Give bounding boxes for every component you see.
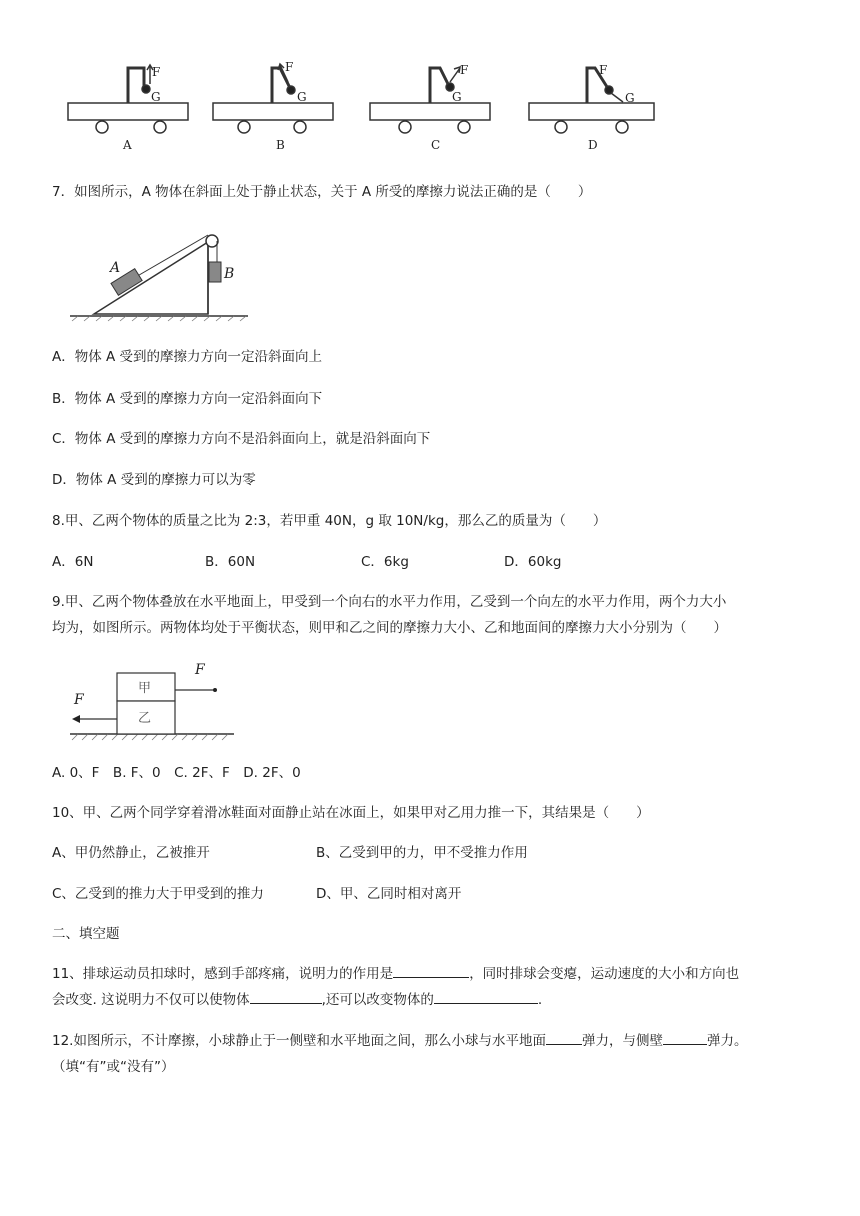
q9-options: A. 0、F B. F、0 C. 2F、F D. 2F、0 xyxy=(52,765,301,781)
q9-stem-line1: 9.甲、乙两个物体叠放在水平地面上，甲受到一个向右的水平力作用，乙受到一个向左的水平力作用，两个力大小 xyxy=(52,594,727,610)
section-heading-fill-in: 二、填空题 xyxy=(52,926,120,942)
q8-options xyxy=(52,551,561,573)
q12-text-1: 12.如图所示，不计摩擦，小球静止于一侧壁和水平地面之间，那么小球与水平地面 xyxy=(52,1033,546,1049)
incline-diagram xyxy=(66,226,251,326)
cart-caption-d: D xyxy=(588,138,598,152)
q7-option-b: B．物体 A 受到的摩擦力方向一定沿斜面向下 xyxy=(52,391,323,407)
force-label-a: F xyxy=(152,65,161,79)
carts-diagram xyxy=(62,56,512,156)
q10-option-b: B、乙受到甲的力，甲不受推力作用 xyxy=(316,845,528,861)
q11-line2 xyxy=(52,989,542,1011)
q12-text-3: 弹力。 xyxy=(706,1033,748,1049)
q11-blank-1[interactable] xyxy=(393,963,469,978)
force-label-b: F xyxy=(285,60,294,74)
cart-d-diagram xyxy=(525,56,665,156)
q7-option-d: D．物体 A 受到的摩擦力可以为零 xyxy=(52,472,256,488)
q12-blank-2[interactable] xyxy=(663,1030,707,1045)
q10-options-row2 xyxy=(52,883,461,905)
q9-stem-line2: 均为，如图所示。两物体均处于平衡状态，则甲和乙之间的摩擦力大小、乙和地面间的摩擦力大小分别为（ ） xyxy=(52,620,727,636)
q12-line2: （填“有”或“没有”） xyxy=(52,1059,175,1075)
carts-figure xyxy=(62,56,512,156)
q8-option-a: A．6N xyxy=(52,554,94,570)
q9-stack-figure xyxy=(62,660,242,746)
q11-text-2: ，同时排球会变瘪，运动速度的大小和方向也 xyxy=(469,966,740,982)
cart-caption-a: A xyxy=(123,138,132,152)
q10-options-row1 xyxy=(52,842,528,864)
q11-line1 xyxy=(52,963,739,985)
ball-label-a: G xyxy=(151,90,161,104)
q11-text-5: . xyxy=(537,992,543,1008)
ball-label-c: G xyxy=(452,90,462,104)
q7-option-c: C．物体 A 受到的摩擦力方向不是沿斜面向上，就是沿斜面向下 xyxy=(52,431,431,447)
q10-option-d: D、甲、乙同时相对离开 xyxy=(316,886,462,902)
ball-label-d: G xyxy=(625,91,635,105)
q8-option-d: D．60kg xyxy=(504,554,562,570)
cart-d-figure xyxy=(525,56,665,156)
stacked-blocks-diagram xyxy=(62,660,242,746)
q12-blank-1[interactable] xyxy=(546,1030,582,1045)
q12-text-2: 弹力，与侧壁 xyxy=(581,1033,663,1049)
force-label-d: F xyxy=(599,63,608,77)
cart-caption-b: B xyxy=(276,138,285,152)
q8-stem: 8.甲、乙两个物体的质量之比为 2:3，若甲重 40N，g 取 10N/kg，那么乙的质量为（ ） xyxy=(52,513,607,529)
q8-option-b: B．60N xyxy=(205,554,256,570)
q7-option-a: A．物体 A 受到的摩擦力方向一定沿斜面向上 xyxy=(52,349,323,365)
q7-incline-figure xyxy=(66,226,251,326)
q12-line1 xyxy=(52,1030,747,1052)
q11-text-1: 11、排球运动员扣球时，感到手部疼痛，说明力的作用是 xyxy=(52,966,394,982)
q10-stem: 10、甲、乙两个同学穿着滑冰鞋面对面静止站在冰面上，如果甲对乙用力推一下，其结果是（ ） xyxy=(52,805,650,821)
block-b-label: B xyxy=(224,266,235,282)
q10-option-c: C、乙受到的推力大于甲受到的推力 xyxy=(52,886,264,902)
q11-text-4: ,还可以改变物体的 xyxy=(321,992,434,1008)
force-left-label: F xyxy=(74,692,84,708)
q8-option-c: C．6kg xyxy=(361,554,409,570)
force-label-c: F xyxy=(460,63,469,77)
cart-caption-c: C xyxy=(431,138,441,152)
force-right-label: F xyxy=(195,662,205,678)
block-a-label: A xyxy=(110,260,121,276)
block-yi-label: 乙 xyxy=(138,711,152,726)
q7-stem: 7．如图所示，A 物体在斜面上处于静止状态，关于 A 所受的摩擦力说法正确的是（ ） xyxy=(52,184,592,200)
q11-text-3: 会改变. 这说明力不仅可以使物体 xyxy=(52,992,250,1008)
q11-blank-3[interactable] xyxy=(434,989,538,1004)
ball-label-b: G xyxy=(297,90,307,104)
q11-blank-2[interactable] xyxy=(250,989,322,1004)
q10-option-a: A、甲仍然静止，乙被推开 xyxy=(52,845,210,861)
block-jia-label: 甲 xyxy=(138,681,152,696)
